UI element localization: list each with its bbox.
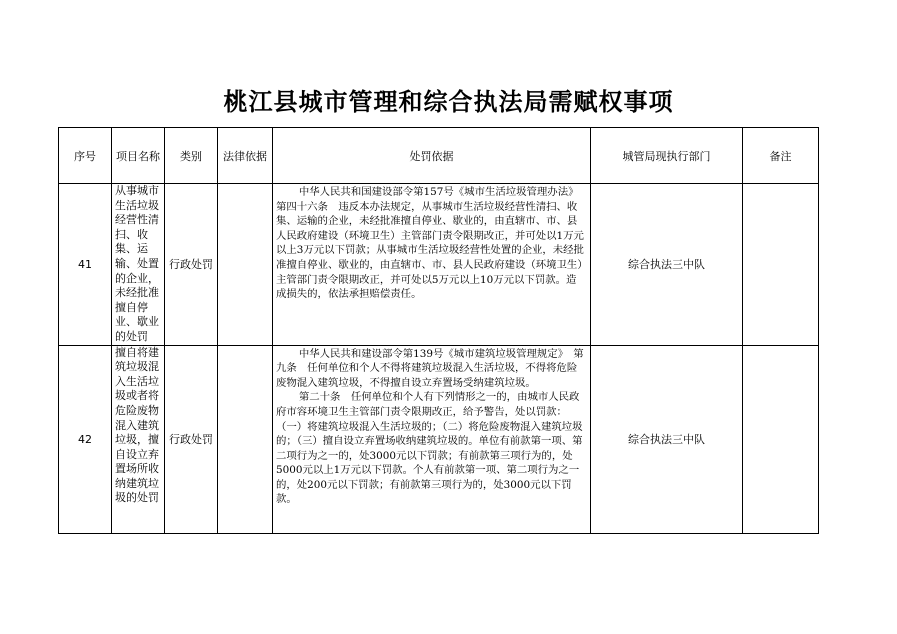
row-category: 行政处罚 xyxy=(165,345,218,533)
row-item-name: 擅自将建筑垃圾混入生活垃圾或者将危险废物混入建筑垃圾，擅自设立弃置场所收纳建筑垃圾的处罚 xyxy=(112,345,165,533)
row-category: 行政处罚 xyxy=(165,184,218,346)
row-seq: 41 xyxy=(59,184,112,346)
authority-items-table xyxy=(58,127,819,534)
row-legal-basis xyxy=(218,345,273,533)
penalty-paragraph: 中华人民共和国建设部令第157号《城市生活垃圾管理办法》第四十六条 违反本办法规定，从事城市生活垃圾经营性清扫、收集、运输的企业，未经批准擅自停业、歇业的，由直辖市、市、县人民政府建设（环境卫生）主管部门责令限期改正，并可处以1万元以上3万元以下罚款；从事城市生活垃圾经营性处置的企业，未经批准擅自停业、歇业的，由直辖市、市、县人民政府建设（环境卫生）主管部门责令限期改正，并可处以5万元以上10万元以下罚款。造成损失的，依法承担赔偿责任。 xyxy=(276,186,584,301)
row-legal-basis xyxy=(218,184,273,346)
row-remarks xyxy=(743,345,819,533)
header-legal-basis: 法律依据 xyxy=(218,128,273,184)
table-header-row xyxy=(59,128,819,184)
header-department: 城管局现执行部门 xyxy=(591,128,743,184)
header-penalty-basis: 处罚依据 xyxy=(273,128,591,184)
header-remarks: 备注 xyxy=(743,128,819,184)
header-item-name: 项目名称 xyxy=(112,128,165,184)
penalty-paragraph: 中华人民共和建设部令第139号《城市建筑垃圾管理规定》 第九条 任何单位和个人不得将建筑垃圾混入生活垃圾，不得将危险废物混入建筑垃圾，不得擅自设立弃置场受纳建筑垃圾。 xyxy=(276,347,584,389)
row-item-name: 从事城市生活垃圾经营性清扫、收集、运输、处置的企业，未经批准擅自停业、歇业的处罚 xyxy=(112,184,165,346)
table-row xyxy=(59,345,819,533)
document-title: 桃江县城市管理和综合执法局需赋权事项 xyxy=(223,88,674,116)
row-penalty-basis xyxy=(273,345,591,533)
table-row xyxy=(59,184,819,346)
penalty-paragraph: 第二十条 任何单位和个人有下列情形之一的，由城市人民政府市容环境卫生主管部门责令限期改正，给予警告，处以罚款：（一）将建筑垃圾混入生活垃圾的；（二）将危险废物混入建筑垃圾的；（三）擅自设立弃置场收纳建筑垃圾的。单位有前款第一项、第二项行为之一的，处3000元以下罚款；有前款第三项行为的，处5000元以上1万元以下罚款。个人有前款第一项、第二项行为之一的，处200元以下罚款；有前款第三项行为的，处3000元以下罚款。 xyxy=(276,391,583,506)
row-penalty-basis xyxy=(273,184,591,346)
row-seq: 42 xyxy=(59,345,112,533)
row-department: 综合执法三中队 xyxy=(591,345,743,533)
header-category: 类别 xyxy=(165,128,218,184)
row-department: 综合执法三中队 xyxy=(591,184,743,346)
row-remarks xyxy=(743,184,819,346)
header-seq: 序号 xyxy=(59,128,112,184)
